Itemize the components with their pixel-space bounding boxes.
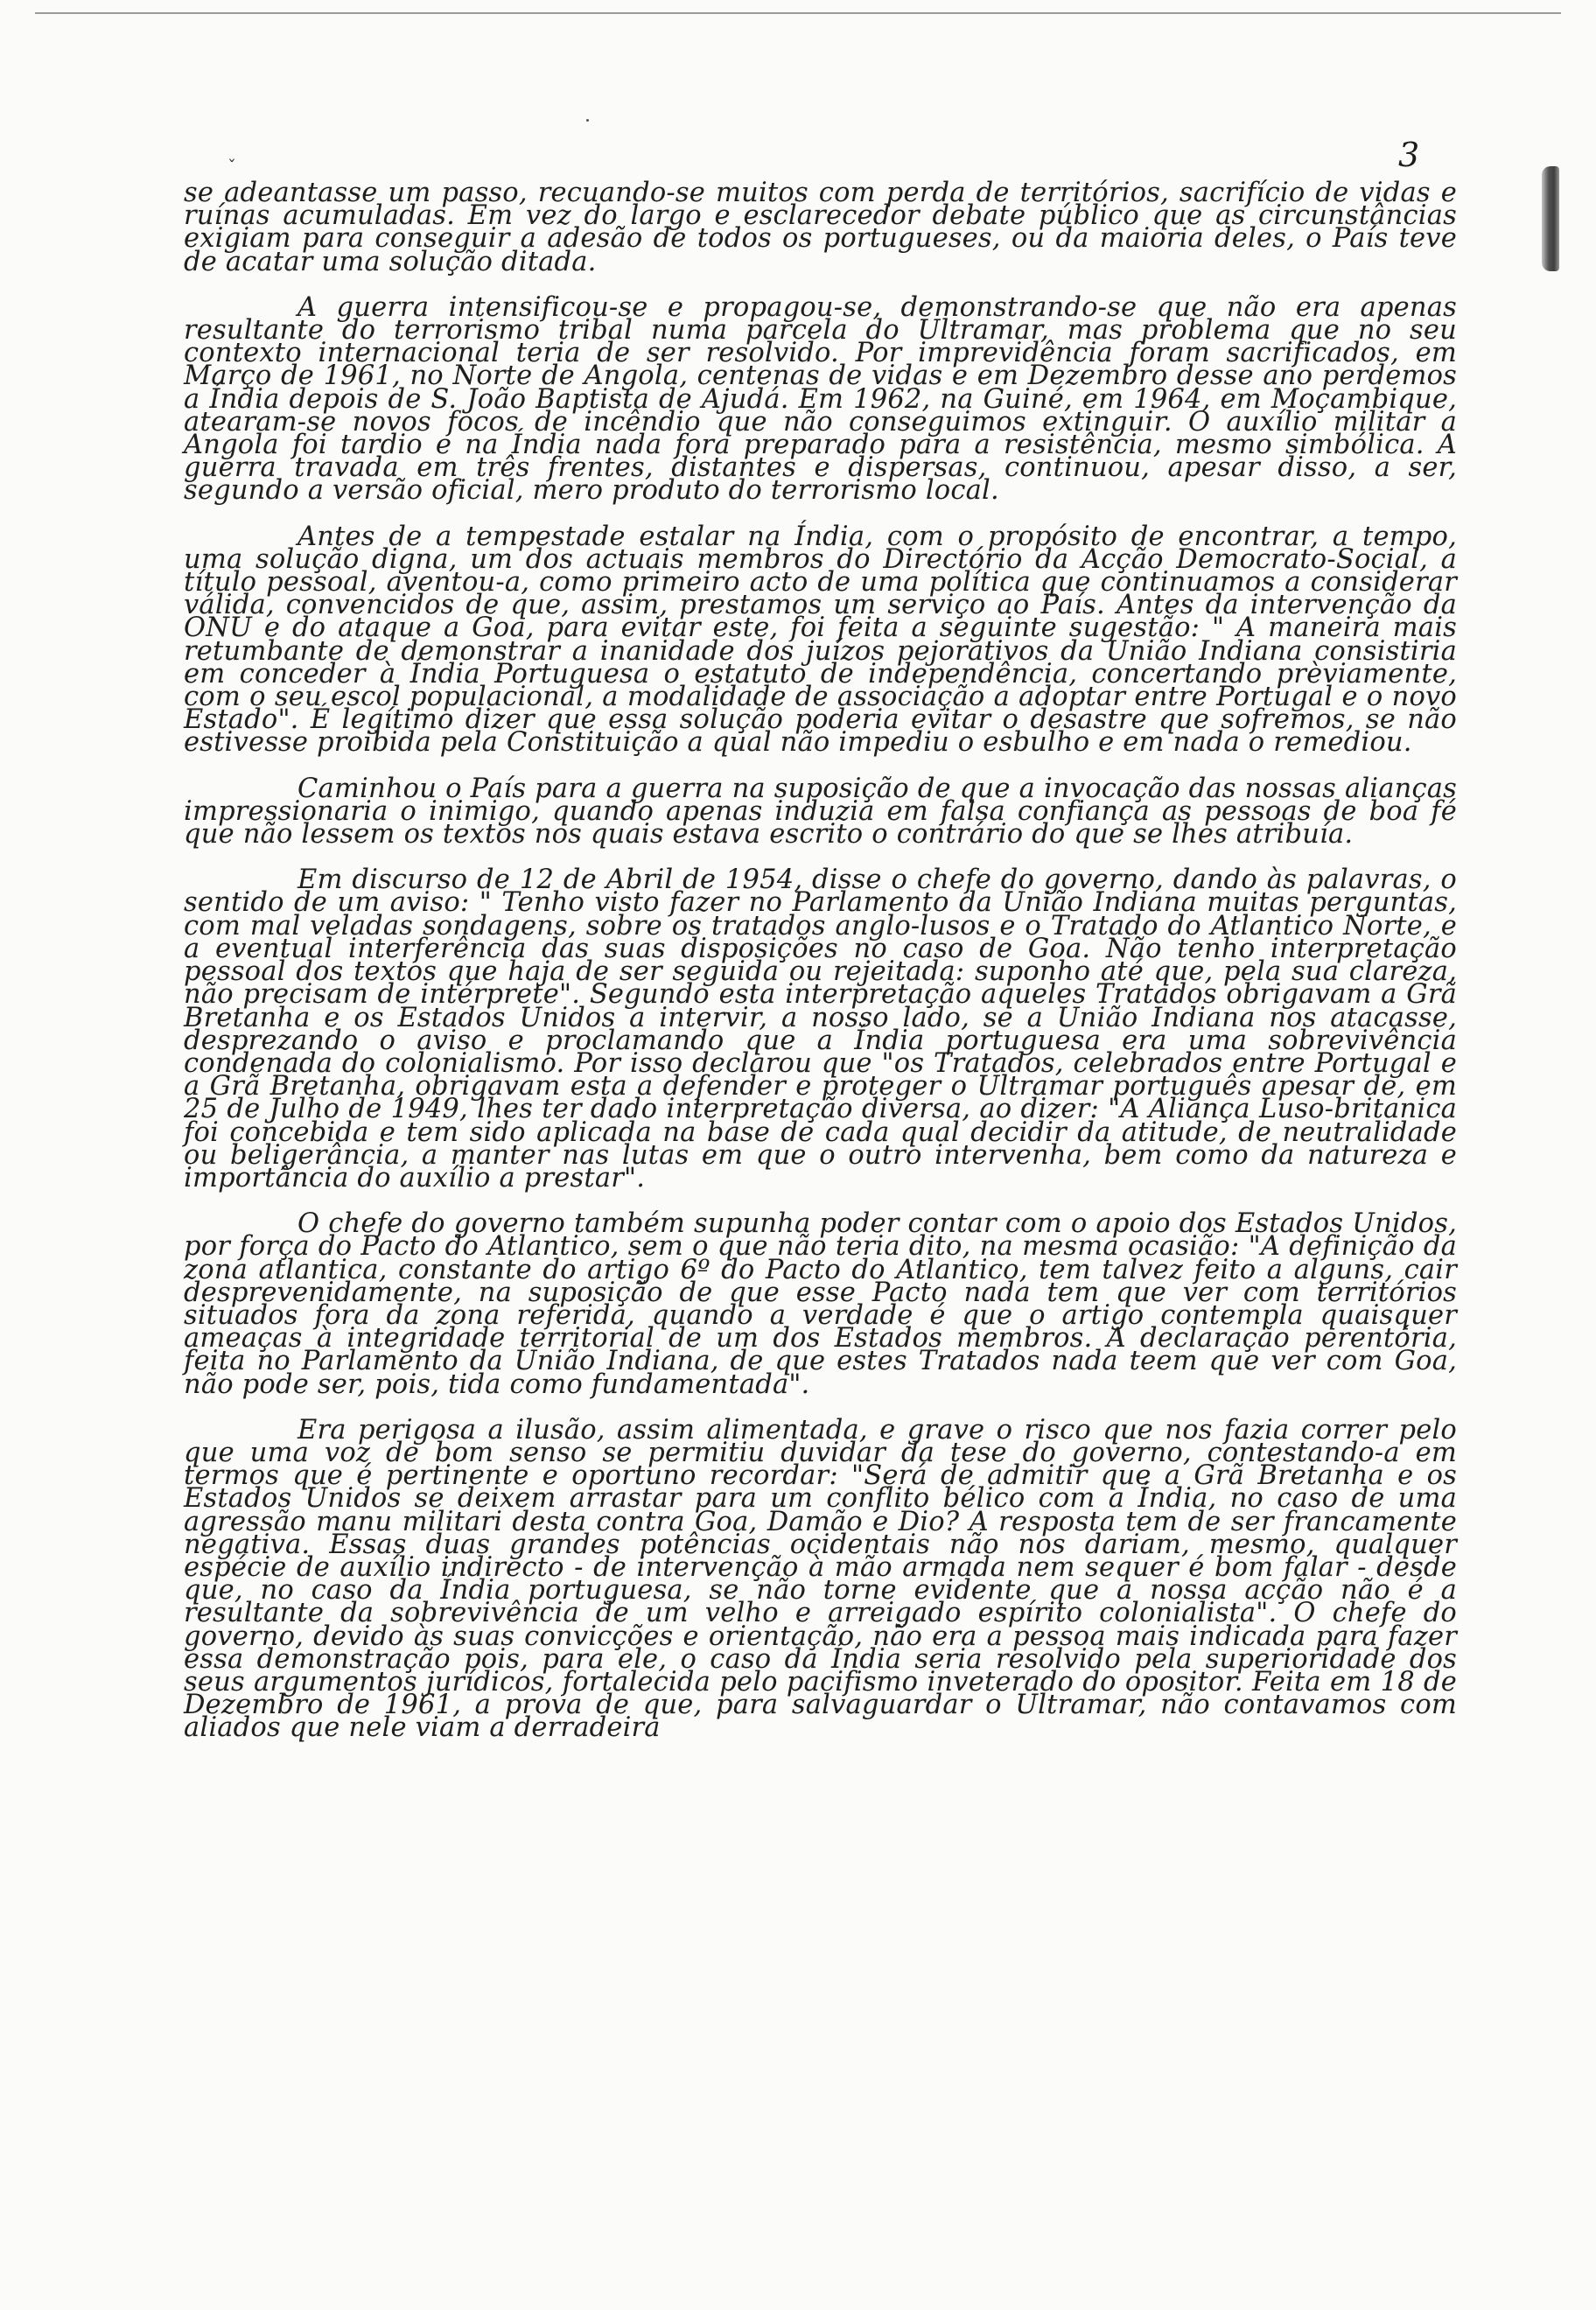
paragraph: A guerra intensificou-se e propagou-se, demonstrando-se que não era apenas resultante do terrorismo tribal numa parcela do Ultramar, mas problema que no seu contexto internacional teria de ser resolvido. Por imprevidência foram sacrificados, em Março de 1961, no Norte de Angola, centenas de vidas e em Dezembro desse ano perdemos a Índia depois de S. João Baptista de Ajudá. Em 1962, na Guiné, em 1964, em Moçambique, atearam-se novos focos de incêndio que não conseguimos extinguir. O auxílio militar a Angola foi tardio e na Índia nada fora preparado para a resistência, mesmo simbólica. A guerra travada em três frentes, distantes e dispersas, continuou, apesar disso, a ser, segundo a versão oficial, mero produto do terrorismo local. <box>184 291 1457 507</box>
top-edge-line <box>35 12 1561 14</box>
paragraph-continuation: se adeantasse um passo, recuando-se muitos com perda de territórios, sacrifício de vidas e ruínas acumuladas. Em vez do largo e esclarecedor debate público que as circunstâncias exigiam para conseguir a adesão de todos os portugueses, ou da maioria deles, o País teve de acatar uma solução ditada. <box>184 178 1457 277</box>
paragraph: O chefe do governo também supunha poder contar com o apoio dos Estados Unidos, por força do Pacto do Atlantico, sem o que não teria dito, na mesma ocasião: "A definição da zona atlantica, constante do artigo 6º do Pacto do Atlantico, tem talvez feito a alguns, cair desprevenidamente, na suposição de que esse Pacto nada tem que ver com territórios situados fora da zona referida, quando a verdade é que o artigo contempla quaisquer ameaças à integridade territorial de um dos Estados membros. A declaração perentória, feita no Parlamento da União Indiana, de que estes Tratados nada teem que ver com Goa, não pode ser, pois, tida como fundamentada". <box>184 1208 1457 1400</box>
paragraph: Caminhou o País para a guerra na suposição de que a invocação das nossas alianças impressionaria o inimigo, quando apenas induzia em falsa confiança as pessoas de boa fé que não lessem os textos nos quais estava escrito o contrário do que se lhes atribuía. <box>184 773 1457 850</box>
scan-speck <box>586 119 589 122</box>
scan-mark: ˇ <box>228 156 236 177</box>
binding-edge-mark <box>1542 166 1559 271</box>
paragraph: Antes de a tempestade estalar na Índia, com o propósito de encontrar, a tempo, uma solução digna, um dos actuais membros do Directório da Acção Democrato-Social, a título pessoal, aventou-a, como primeiro acto de uma política que continuamos a considerar válida, convencidos de que, assim, prestamos um serviço ao País. Antes da intervenção da ONU e do ataque a Goa, para evitar este, foi feita a seguinte sugestão: " A maneira mais retumbante de demonstrar a inanidade dos juízos pejorativos da União Indiana consistiria em conceder à Índia Portuguesa o estatuto de independência, concertando prèviamente, com o seu escol populacional, a modalidade de associação a adoptar entre Portugal e o novo Estado". É legítimo dizer que essa solução poderia evitar o desastre que sofremos, se não estivesse proibida pela Constituição a qual não impediu o esbulho e em nada o remediou. <box>184 521 1457 759</box>
paragraph: Era perigosa a ilusão, assim alimentada, e grave o risco que nos fazia correr pelo que uma voz de bom senso se permitiu duvidar da tese do governo, contestando-a em termos que é pertinente e oportuno recordar: "Será de admitir que a Grã Bretanha e os Estados Unidos se deixem arrastar para um conflito bélico com a Índia, no caso de uma agressão manu militari desta contra Goa, Damão e Dio? A resposta tem de ser francamente negativa. Essas duas grandes potências ocidentais não nos dariam, mesmo, qualquer espécie de auxílio indirecto - de intervenção à mão armada nem sequer é bom falar - desde que, no caso da Índia portuguesa, se não torne evidente que a nossa acção não é a resultante da sobrevivência de um velho e arreigado espírito colonialista". O chefe do governo, devido às suas convicções e orientação, não era a pessoa mais indicada para fazer essa demonstração pois, para ele, o caso da Índia seria resolvido pela superioridade dos seus argumentos jurídicos, fortalecida pelo pacifismo inveterado do opositor. Feita em 18 de Dezembro de 1961, a prova de que, para salvaguardar o Ultramar, não contavamos com aliados que nele viam a derradeira <box>184 1414 1457 1744</box>
page-number: 3 <box>1398 136 1420 174</box>
body-text <box>184 178 1457 1744</box>
paragraph: Em discurso de 12 de Abril de 1954, disse o chefe do governo, dando às palavras, o sentido de um aviso: " Tenho visto fazer no Parlamento da União Indiana muitas perguntas, com mal veladas sondagens, sobre os tratados anglo-lusos e o Tratado do Atlantico Norte, e a eventual interferência das suas disposições no caso de Goa. Não tenho interpretação pessoal dos textos que haja de ser seguida ou rejeitada: suponho até que, pela sua clareza, não precisam de intérprete". Segundo esta interpretação aqueles Tratados obrigavam a Grã Bretanha e os Estados Unidos a intervir, a nosso lado, se a União Indiana nos atacasse, desprezando o aviso e proclamando que a Índia portuguesa era uma sobrevivência condenada do colonialismo. Por isso declarou que "os Tratados, celebrados entre Portugal e a Grã Bretanha, obrigavam esta a defender e proteger o Ultramar português apesar de, em 25 de Julho de 1949, lhes ter dado interpretação diversa, ao dizer: "A Aliança Luso-britanica foi concebida e tem sido aplicada na base de cada qual decidir da atitude, de neutralidade ou beligerância, a manter nas lutas em que o outro intervenha, bem como da natureza e importância do auxílio a prestar". <box>184 864 1457 1194</box>
